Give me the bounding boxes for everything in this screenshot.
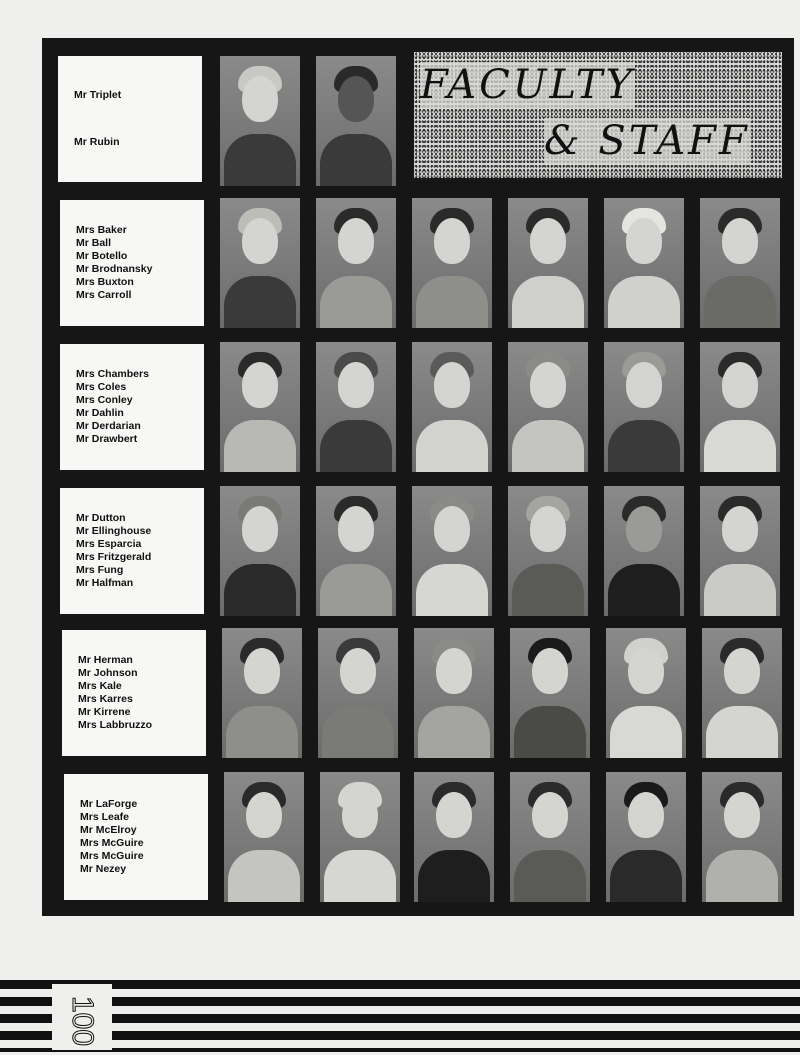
staff-name: Mrs Labbruzzo: [78, 719, 153, 731]
staff-portrait: [508, 342, 588, 472]
staff-portrait: [606, 772, 686, 902]
staff-portrait: [604, 198, 684, 328]
staff-portrait: [224, 772, 304, 902]
staff-name: Mr Triplet: [74, 89, 122, 101]
staff-name: Mr Rubin: [74, 136, 120, 148]
staff-name: Mrs Esparcia: [76, 538, 142, 550]
staff-name: Mr Halfman: [76, 577, 134, 589]
staff-portrait: [414, 628, 494, 758]
staff-name: Mrs Karres: [78, 693, 133, 705]
staff-name: Mr Johnson: [78, 667, 138, 679]
name-list: [60, 200, 204, 326]
staff-portrait: [412, 198, 492, 328]
staff-portrait: [220, 56, 300, 186]
staff-name: Mrs Conley: [76, 394, 133, 406]
staff-name: Mrs Baker: [76, 224, 127, 236]
staff-name: Mrs McGuire: [80, 850, 144, 862]
staff-name: Mr Kirrene: [78, 706, 131, 718]
title-line-1: FACULTY: [420, 62, 635, 108]
staff-name: Mr Botello: [76, 250, 128, 262]
staff-portrait: [702, 772, 782, 902]
staff-portrait: [702, 628, 782, 758]
staff-name: Mr Derdarian: [76, 420, 141, 432]
page-number-text: 100: [66, 995, 99, 1047]
staff-portrait: [700, 486, 780, 616]
name-list: [62, 630, 206, 756]
staff-portrait: [220, 342, 300, 472]
staff-name: Mrs Carroll: [76, 289, 132, 301]
staff-portrait: [510, 772, 590, 902]
staff-name: Mr Dutton: [76, 512, 126, 524]
staff-portrait: [412, 342, 492, 472]
staff-portrait: [220, 486, 300, 616]
staff-portrait: [700, 198, 780, 328]
staff-portrait: [316, 56, 396, 186]
staff-portrait: [510, 628, 590, 758]
staff-name: Mr Nezey: [80, 863, 127, 875]
staff-portrait: [222, 628, 302, 758]
staff-name: Mr Herman: [78, 654, 133, 666]
staff-name: Mrs McGuire: [80, 837, 144, 849]
staff-name: Mrs Fung: [76, 564, 124, 576]
staff-portrait: [316, 198, 396, 328]
staff-portrait: [508, 198, 588, 328]
faculty-board: [42, 38, 794, 916]
staff-portrait: [604, 486, 684, 616]
staff-name: Mr Brodnansky: [76, 263, 153, 275]
staff-portrait: [318, 628, 398, 758]
name-list: [58, 56, 202, 182]
name-list: [60, 344, 204, 470]
staff-name: Mrs Fritzgerald: [76, 551, 152, 563]
staff-name: Mr LaForge: [80, 798, 138, 810]
staff-portrait: [412, 486, 492, 616]
staff-portrait: [220, 198, 300, 328]
faculty-row-1: [42, 52, 794, 188]
staff-name: Mr Ball: [76, 237, 112, 249]
title-line-2: & STAFF: [544, 118, 750, 164]
name-list: [60, 488, 204, 614]
staff-name: Mr Dahlin: [76, 407, 124, 419]
staff-name: Mrs Kale: [78, 680, 122, 692]
staff-name: Mrs Coles: [76, 381, 127, 393]
staff-portrait: [316, 486, 396, 616]
staff-portrait: [700, 342, 780, 472]
staff-name: Mr Drawbert: [76, 433, 138, 445]
staff-portrait: [316, 342, 396, 472]
staff-name: Mr McElroy: [80, 824, 137, 836]
staff-name: Mr Ellinghouse: [76, 525, 152, 537]
section-title: [414, 52, 782, 178]
staff-portrait: [606, 628, 686, 758]
staff-name: Mrs Chambers: [76, 368, 149, 380]
staff-name: Mrs Buxton: [76, 276, 134, 288]
staff-portrait: [414, 772, 494, 902]
staff-portrait: [508, 486, 588, 616]
page-number: [52, 984, 112, 1050]
staff-portrait: [320, 772, 400, 902]
footer-stripes: [0, 980, 800, 1052]
name-list: [64, 774, 208, 900]
staff-portrait: [604, 342, 684, 472]
staff-name: Mrs Leafe: [80, 811, 130, 823]
